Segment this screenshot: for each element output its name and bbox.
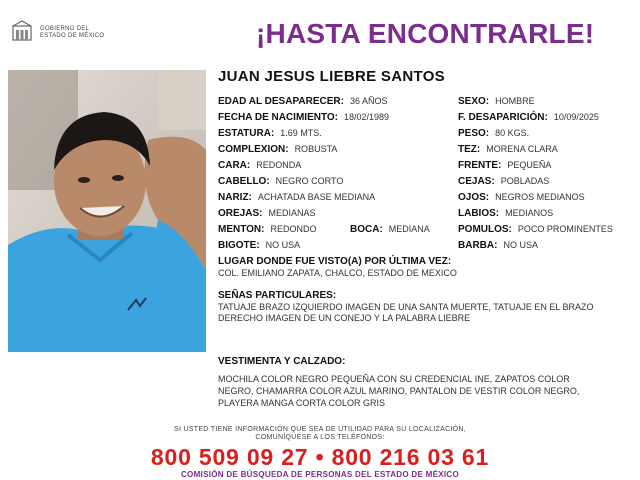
- logo-line-2: ESTADO DE MÉXICO: [40, 33, 105, 39]
- clothing-line-1: MOCHILA COLOR NEGRO PEQUEÑA CON SU CREDENCIAL INE, ZAPATOS COLOR: [218, 374, 570, 384]
- clothing-line-2: NEGRO, CHAMARRA COLOR AZUL MARINO, PANTALON DE VESTIR COLOR NEGRO,: [218, 386, 580, 396]
- clothing-label: VESTIMENTA Y CALZADO:: [218, 356, 346, 367]
- field-eyes: OJOS: NEGROS MEDIANOS: [458, 192, 585, 203]
- field-nose: NARIZ: ACHATADA BASE MEDIANA: [218, 192, 376, 203]
- missing-person-photo: [8, 70, 206, 352]
- field-eyebrows: CEJAS: POBLADAS: [458, 176, 550, 187]
- field-hair: CABELLO: NEGRO CORTO: [218, 176, 344, 187]
- state-seal-icon: [10, 20, 34, 44]
- field-build: COMPLEXION: ROBUSTA: [218, 144, 338, 155]
- field-chin: MENTON: REDONDO: [218, 224, 317, 235]
- field-age: EDAD AL DESAPARECER: 36 AÑOS: [218, 96, 388, 107]
- marks-label: SEÑAS PARTICULARES:: [218, 290, 337, 301]
- marks-line-1: TATUAJE BRAZO IZQUIERDO IMAGEN DE UNA SANTA MUERTE, TATUAJE EN EL BRAZO: [218, 302, 594, 312]
- field-ears: OREJAS: MEDIANAS: [218, 208, 316, 219]
- government-logo: [10, 20, 120, 48]
- field-forehead: FRENTE: PEQUEÑA: [458, 160, 552, 171]
- contact-note-line-1: SI USTED TIENE INFORMACIÓN QUE SEA DE UTILIDAD PARA SU LOCALIZACIÓN,: [173, 426, 467, 433]
- field-height: ESTATURA: 1.69 MTS.: [218, 128, 322, 139]
- marks-line-2: DERECHO IMAGEN DE UN CONEJO Y LA PALABRA LIEBRE: [218, 313, 471, 323]
- commission-footer: COMISIÓN DE BÚSQUEDA DE PERSONAS DEL ESTADO DE MÉXICO: [180, 470, 459, 479]
- field-birth-date: FECHA DE NACIMIENTO: 18/02/1989: [218, 112, 390, 123]
- headline: ¡HASTA ENCONTRARLE!: [256, 18, 595, 49]
- field-cheekbones: POMULOS: POCO PROMINENTES: [458, 224, 613, 235]
- field-disappearance-date: F. DESAPARICIÓN: 10/09/2025: [458, 112, 599, 123]
- contact-note-line-2: COMUNÍQUESE A LOS TELÉFONOS:: [255, 434, 385, 441]
- logo-line-1: GOBIERNO DEL: [40, 26, 90, 32]
- clothing-line-3: PLAYERA MANGA CORTA COLOR GRIS: [218, 398, 386, 408]
- field-lips: LABIOS: MEDIANOS: [458, 208, 554, 219]
- last-seen-value: COL. EMILIANO ZAPATA, CHALCO, ESTADO DE MEXICO: [218, 268, 457, 278]
- field-weight: PESO: 80 KGS.: [458, 128, 530, 139]
- person-name: JUAN JESUS LIEBRE SANTOS: [218, 68, 445, 85]
- portrait-illustration: [8, 70, 206, 352]
- last-seen-label: LUGAR DONDE FUE VISTO(A) POR ÚLTIMA VEZ:: [218, 256, 452, 267]
- field-mustache: BIGOTE: NO USA: [218, 240, 301, 251]
- phone-numbers: 800 509 09 27 • 800 216 03 61: [150, 444, 490, 470]
- field-complexion: TEZ: MORENA CLARA: [458, 144, 558, 155]
- field-beard: BARBA: NO USA: [458, 240, 538, 251]
- field-face: CARA: REDONDA: [218, 160, 302, 171]
- field-mouth: BOCA: MEDIANA: [350, 224, 430, 235]
- field-sex: SEXO: HOMBRE: [458, 96, 535, 107]
